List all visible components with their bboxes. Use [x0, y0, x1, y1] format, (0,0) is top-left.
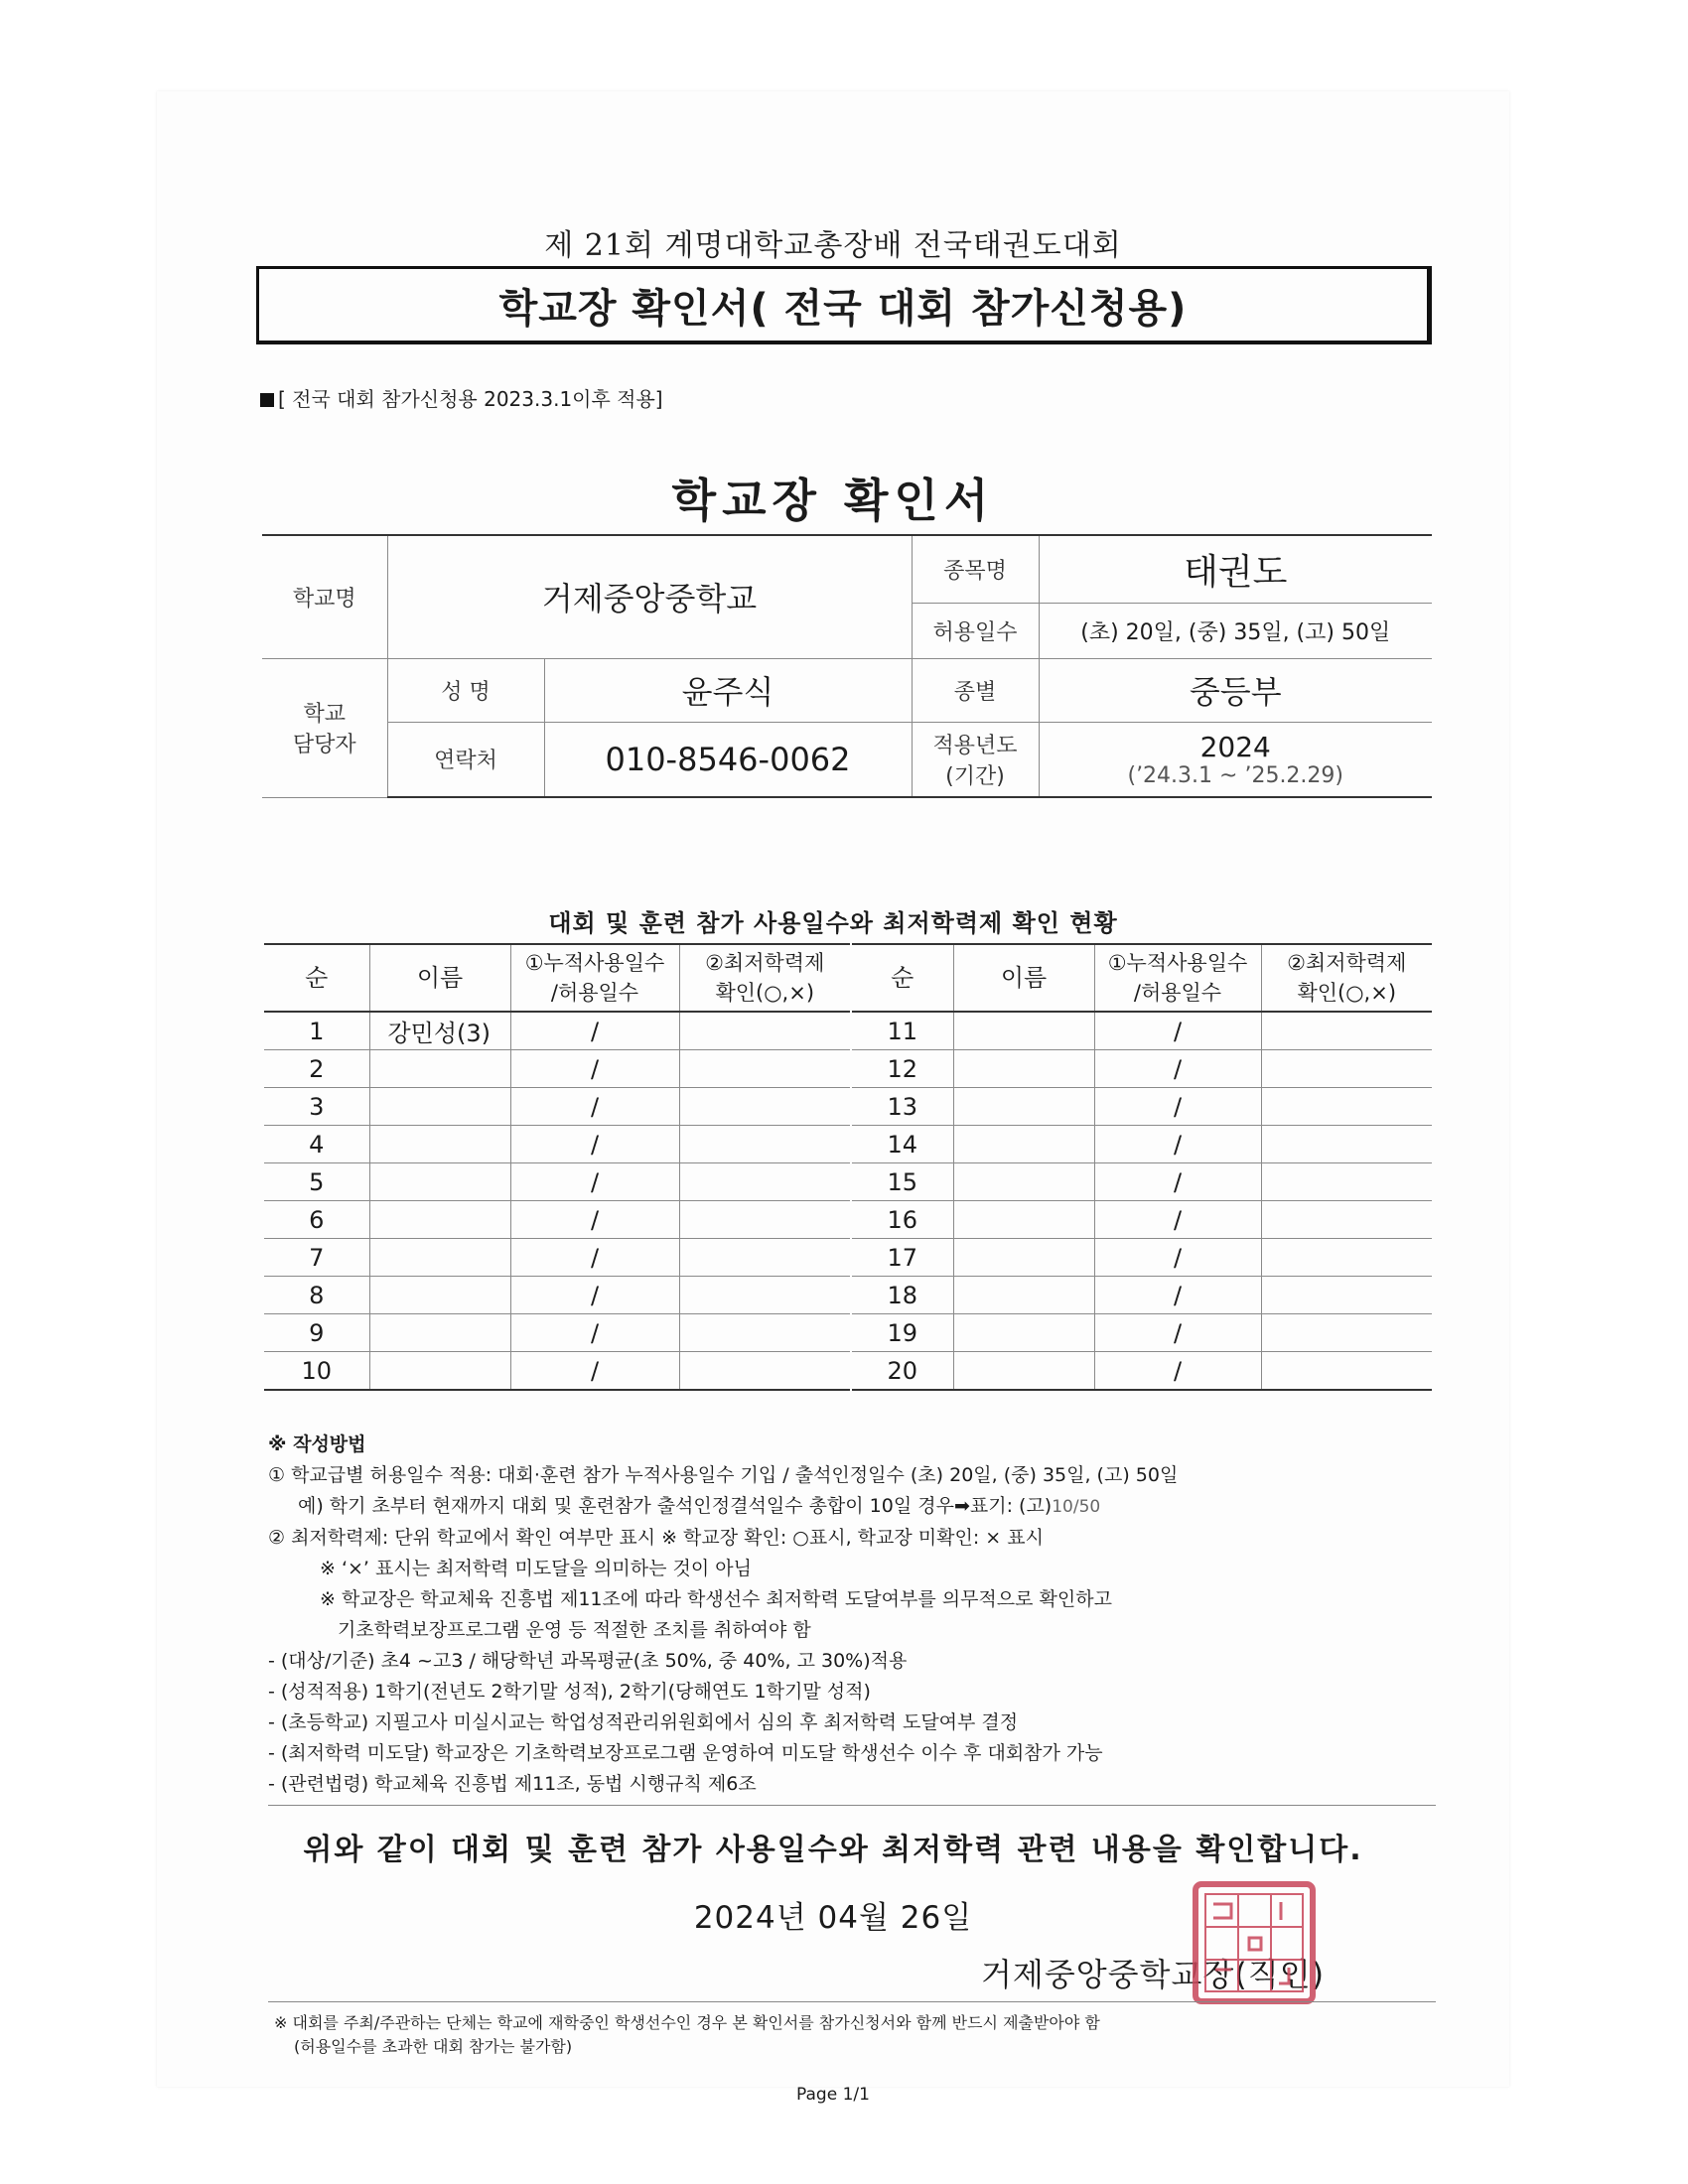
table-row	[852, 1277, 1432, 1314]
row-days: /	[510, 1201, 679, 1239]
row-days: /	[510, 1352, 679, 1391]
form-title: 학교장 확인서( 전국 대회 참가신청용)	[256, 266, 1432, 344]
row-number: 9	[264, 1314, 369, 1352]
applied-year-label-line2: (기간)	[945, 763, 1005, 789]
divider	[268, 2001, 1436, 2002]
row-name	[369, 1239, 510, 1277]
example-text: 예) 학기 초부터 현재까지 대회 및 훈련참가 출석인정결석일수 총합이 10일 경우➡표기: (고)	[298, 1495, 1053, 1517]
row-days: /	[510, 1088, 679, 1126]
row-days: /	[510, 1239, 679, 1277]
instruction-item-2-note2: ※ 학교장은 학교체육 진흥법 제11조에 따라 학생선수 최저학력 도달여부를 의무적으로 확인하고	[320, 1588, 1112, 1610]
table-row	[264, 1050, 850, 1088]
row-check	[1261, 1126, 1432, 1163]
instruction-dash-4: - (최저학력 미도달) 학교장은 기초학력보장프로그램 운영하여 미도달 학생선수 이수 후 대회참가 가능	[268, 1742, 1103, 1764]
row-check	[679, 1126, 850, 1163]
section-title: 대회 및 훈련 참가 사용일수와 최저학력제 확인 현황	[548, 909, 1118, 937]
row-check	[1261, 1352, 1432, 1391]
contact-label: 연락처	[387, 722, 544, 797]
main-title: 학교장 확인서	[671, 474, 995, 527]
participant-table-right	[852, 943, 1432, 1391]
contact-value: 010-8546-0062	[544, 722, 912, 797]
row-check	[1261, 1012, 1432, 1050]
division-value: 중등부	[1039, 658, 1432, 722]
instruction-item-2: ② 최저학력제: 단위 학교에서 확인 여부만 표시 ※ 학교장 확인: ○표시, 학교장 미확인: × 표시	[268, 1527, 1044, 1549]
confirmation-statement: 위와 같이 대회 및 훈련 참가 사용일수와 최저학력 관련 내용을 확인합니다.	[303, 1833, 1363, 1867]
example-value: 10/50	[1052, 1497, 1101, 1517]
instruction-item-2-note: ※ ‘×’ 표시는 최저학력 미도달을 의미하는 것이 아님	[320, 1558, 752, 1579]
row-name	[369, 1088, 510, 1126]
applicability-notice	[260, 383, 663, 412]
row-check	[1261, 1050, 1432, 1088]
row-days: /	[1094, 1314, 1261, 1352]
header-name: 이름	[953, 944, 1094, 1012]
manager-label-line2: 담당자	[292, 733, 356, 757]
row-number: 17	[852, 1239, 953, 1277]
row-check	[679, 1050, 850, 1088]
header-no: 순	[264, 944, 369, 1012]
row-days: /	[510, 1277, 679, 1314]
row-check	[1261, 1201, 1432, 1239]
row-number: 5	[264, 1163, 369, 1201]
header-days-line2: /허용일수	[550, 981, 639, 1005]
row-name: 강민성(3)	[369, 1012, 510, 1050]
table-row	[852, 1163, 1432, 1201]
row-name	[953, 1126, 1094, 1163]
row-days: /	[1094, 1352, 1261, 1391]
table-row	[264, 1277, 850, 1314]
row-check	[1261, 1277, 1432, 1314]
row-check	[1261, 1314, 1432, 1352]
row-name	[953, 1012, 1094, 1050]
row-check	[679, 1012, 850, 1050]
row-name	[953, 1239, 1094, 1277]
row-name	[953, 1201, 1094, 1239]
table-row	[264, 1012, 850, 1050]
row-name	[953, 1050, 1094, 1088]
row-days: /	[510, 1126, 679, 1163]
row-number: 14	[852, 1126, 953, 1163]
row-check	[679, 1163, 850, 1201]
row-days: /	[1094, 1012, 1261, 1050]
header-check-line1: ②최저학력제	[1287, 951, 1407, 975]
instruction-item-2-note3: 기초학력보장프로그램 운영 등 적절한 조치를 취하여야 함	[338, 1619, 811, 1641]
row-number: 20	[852, 1352, 953, 1391]
row-name	[953, 1088, 1094, 1126]
manager-label	[262, 658, 387, 797]
row-check	[679, 1277, 850, 1314]
table-row	[852, 1201, 1432, 1239]
row-days: /	[1094, 1126, 1261, 1163]
allowed-days-label: 허용일수	[912, 603, 1039, 658]
footer-line-1: ※ 대회를 주최/주관하는 단체는 학교에 재학중인 학생선수인 경우 본 확인서를 참가신청서와 함께 반드시 제출받아야 함	[274, 2013, 1100, 2032]
instructions-heading: ※ 작성방법	[268, 1433, 366, 1455]
row-number: 4	[264, 1126, 369, 1163]
row-days: /	[510, 1012, 679, 1050]
row-check	[1261, 1163, 1432, 1201]
row-check	[679, 1088, 850, 1126]
instructions	[268, 1430, 1450, 1800]
instruction-item-1: ① 학교급별 허용일수 적용: 대회·훈련 참가 누적사용일수 기입 / 출석인정일수 (초) 20일, (중) 35일, (고) 50일	[268, 1464, 1179, 1486]
table-row	[264, 1239, 850, 1277]
sport-label: 종목명	[912, 535, 1039, 603]
table-row	[264, 1126, 850, 1163]
row-name	[369, 1352, 510, 1391]
row-name	[369, 1277, 510, 1314]
row-check	[679, 1239, 850, 1277]
instruction-item-1-example	[268, 1491, 1450, 1523]
table-row	[852, 1239, 1432, 1277]
row-days: /	[1094, 1088, 1261, 1126]
header-name: 이름	[369, 944, 510, 1012]
table-row	[264, 1088, 850, 1126]
applicability-text: [ 전국 대회 참가신청용 2023.3.1이후 적용]	[278, 387, 663, 411]
row-number: 13	[852, 1088, 953, 1126]
table-row	[852, 1012, 1432, 1050]
row-number: 10	[264, 1352, 369, 1391]
row-days: /	[1094, 1277, 1261, 1314]
row-number: 12	[852, 1050, 953, 1088]
table-row	[852, 1352, 1432, 1391]
header-days	[1094, 944, 1261, 1012]
row-days: /	[1094, 1163, 1261, 1201]
document-page	[157, 91, 1509, 2105]
school-info-table	[262, 534, 1432, 798]
manager-label-line1: 학교	[303, 702, 346, 727]
row-name	[369, 1201, 510, 1239]
sport-value: 태권도	[1039, 535, 1432, 603]
row-days: /	[1094, 1201, 1261, 1239]
row-number: 3	[264, 1088, 369, 1126]
event-title: 제 21회 계명대학교총장배 전국태권도대회	[544, 228, 1122, 263]
header-check-line1: ②최저학력제	[705, 951, 825, 975]
row-number: 8	[264, 1277, 369, 1314]
header-check-line2: 확인(○,×)	[715, 981, 815, 1005]
header-days-line2: /허용일수	[1133, 981, 1222, 1005]
school-name-value: 거제중앙중학교	[387, 535, 912, 658]
instruction-dash-1: - (대상/기준) 초4 ~고3 / 해당학년 과목평균(초 50%, 중 40%, 고 30%)적용	[268, 1650, 908, 1672]
row-name	[369, 1050, 510, 1088]
table-header-row	[264, 944, 850, 1012]
instruction-dash-3: - (초등학교) 지필고사 미실시교는 학업성적관리위원회에서 심의 후 최저학력 도달여부 결정	[268, 1711, 1019, 1733]
row-number: 1	[264, 1012, 369, 1050]
row-number: 7	[264, 1239, 369, 1277]
table-row	[852, 1314, 1432, 1352]
row-days: /	[510, 1314, 679, 1352]
header-check	[679, 944, 850, 1012]
footer-notice	[274, 2011, 1446, 2059]
table-row	[852, 1050, 1432, 1088]
divider	[268, 1805, 1436, 1806]
official-seal-stamp	[1190, 1878, 1319, 2007]
row-check	[1261, 1088, 1432, 1126]
footer-line-2: (허용일수를 초과한 대회 참가는 불가함)	[294, 2037, 573, 2056]
instruction-dash-5: - (관련법령) 학교체육 진흥법 제11조, 동법 시행규칙 제6조	[268, 1773, 757, 1795]
confirmation-date: 2024년 04월 26일	[693, 1900, 973, 1936]
table-header-row	[852, 944, 1432, 1012]
applied-year-label-line1: 적용년도	[932, 733, 1018, 758]
table-row	[264, 1163, 850, 1201]
row-number: 19	[852, 1314, 953, 1352]
participant-table-left	[264, 943, 850, 1391]
manager-name-label: 성 명	[387, 658, 544, 722]
row-number: 11	[852, 1012, 953, 1050]
table-row	[852, 1088, 1432, 1126]
row-number: 15	[852, 1163, 953, 1201]
manager-name-value: 윤주식	[544, 658, 912, 722]
row-days: /	[1094, 1050, 1261, 1088]
header-no: 순	[852, 944, 953, 1012]
row-name	[369, 1314, 510, 1352]
square-bullet-icon	[260, 393, 274, 407]
header-days-line1: ①누적사용일수	[1107, 951, 1248, 975]
row-number: 18	[852, 1277, 953, 1314]
header-days-line1: ①누적사용일수	[524, 951, 665, 975]
table-row	[264, 1352, 850, 1391]
header-days	[510, 944, 679, 1012]
page-number: Page 1/1	[796, 2085, 870, 2105]
table-row	[264, 1314, 850, 1352]
header-check-line2: 확인(○,×)	[1297, 981, 1397, 1005]
principal-signature-line: 거제중앙중학교장(직인)	[981, 1956, 1326, 1993]
row-number: 16	[852, 1201, 953, 1239]
row-check	[679, 1201, 850, 1239]
row-number: 6	[264, 1201, 369, 1239]
row-name	[953, 1352, 1094, 1391]
row-name	[953, 1163, 1094, 1201]
row-check	[679, 1352, 850, 1391]
row-days: /	[510, 1163, 679, 1201]
applied-year-label	[912, 722, 1039, 797]
row-check	[1261, 1239, 1432, 1277]
division-label: 종별	[912, 658, 1039, 722]
applied-year-period: (’24.3.1 ~ ’25.2.29)	[1127, 762, 1344, 788]
applied-year-cell	[1039, 722, 1432, 797]
table-row	[264, 1201, 850, 1239]
header-check	[1261, 944, 1432, 1012]
applied-year-value: 2024	[1199, 730, 1271, 763]
row-name	[953, 1314, 1094, 1352]
school-name-label: 학교명	[262, 535, 387, 658]
row-name	[369, 1163, 510, 1201]
row-name	[369, 1126, 510, 1163]
row-check	[679, 1314, 850, 1352]
row-days: /	[510, 1050, 679, 1088]
row-name	[953, 1277, 1094, 1314]
row-number: 2	[264, 1050, 369, 1088]
row-days: /	[1094, 1239, 1261, 1277]
allowed-days-value: (초) 20일, (중) 35일, (고) 50일	[1039, 603, 1432, 658]
table-row	[852, 1126, 1432, 1163]
instruction-dash-2: - (성적적용) 1학기(전년도 2학기말 성적), 2학기(당해연도 1학기말 성적)	[268, 1681, 871, 1703]
